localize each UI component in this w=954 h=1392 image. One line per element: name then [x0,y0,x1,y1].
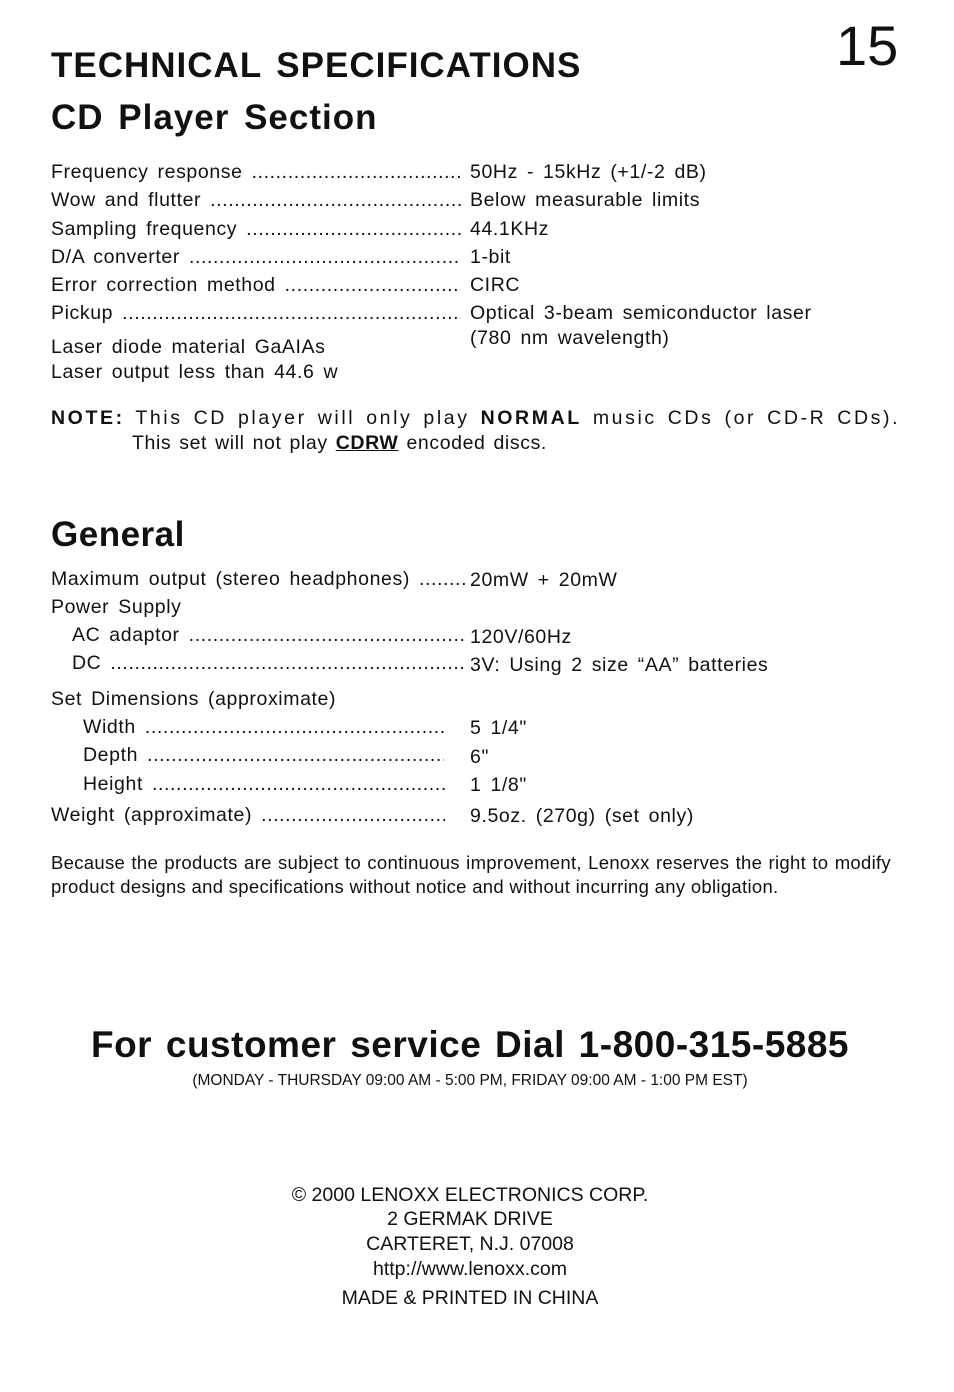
note-bold-word: NORMAL [480,407,582,429]
spec-label-error-correction: Error correction method ..... [51,276,461,296]
general-label-ac: AC adaptor ..... [72,626,467,646]
general-label-max-output: Maximum output (stereo headphones) ..... [51,570,469,590]
disclaimer: Because the products are subject to continuous improvement, Lenoxx reserves the right to modify product designs and specifications without notice and without incurring any obligation. [51,852,891,897]
general-label-power-supply: Power Supply [51,596,182,618]
general-value-weight: 9.5oz. (270g) (set only) [470,805,694,827]
laser-material: Laser diode material GaAIAs [51,336,326,358]
general-value-dc: 3V: Using 2 size “AA” batteries [470,654,769,676]
general-label-weight: Weight (approximate) ..... [51,806,445,826]
spec-value-pickup: Optical 3-beam semiconductor laser [470,302,812,324]
general-label-height: Height ..... [83,775,447,795]
footer-url[interactable]: http://www.lenoxx.com [373,1258,567,1280]
laser-output: Laser output less than 44.6 w [51,361,339,383]
service-hours: (MONDAY - THURSDAY 09:00 AM - 5:00 PM, FRIDAY 09:00 AM - 1:00 PM EST) [192,1072,748,1089]
note-prefix: NOTE: [51,407,125,429]
general-value-max-output: 20mW + 20mW [470,569,618,591]
general-value-depth: 6" [470,746,489,768]
general-heading: General [51,515,185,554]
footer-city: CARTERET, N.J. 07008 [366,1233,574,1255]
general-label-depth: Depth ..... [83,746,444,766]
note-line-1: NOTE: This CD player will only play NORMAL music CDs (or CD-R CDs). [51,407,901,429]
footer-made-in: MADE & PRINTED IN CHINA [341,1287,599,1309]
spec-value-pickup-wavelength: (780 nm wavelength) [470,327,670,349]
general-label-dc: DC ..... [72,654,464,674]
page-number: 15 [836,14,899,77]
footer-copyright: © 2000 LENOXX ELECTRONICS CORP. [291,1184,649,1206]
footer-street: 2 GERMAK DRIVE [387,1208,553,1230]
note-line-2: This set will not play CDRW encoded discs. [132,432,547,454]
spec-value-frequency: 50Hz - 15kHz (+1/-2 dB) [470,161,707,183]
general-value-ac: 120V/60Hz [470,626,572,648]
spec-label-da-converter: D/A converter ..... [51,248,461,268]
spec-label-wow-flutter: Wow and flutter ..... [51,191,461,211]
spec-label-pickup: Pickup ..... [51,304,461,324]
spec-value-da-converter: 1-bit [470,246,511,268]
customer-service-heading: For customer service Dial 1-800-315-5885 [90,1024,850,1065]
general-label-dimensions: Set Dimensions (approximate) [51,688,337,710]
spec-value-error-correction: CIRC [470,274,521,296]
general-value-width: 5 1/4" [470,717,527,739]
general-label-width: Width ..... [83,718,446,738]
page-title: TECHNICAL SPECIFICATIONS [51,46,582,85]
spec-value-wow-flutter: Below measurable limits [470,189,701,211]
spec-label-frequency: Frequency response ..... [51,163,461,183]
general-value-height: 1 1/8" [470,774,527,796]
spec-value-sampling: 44.1KHz [470,218,549,240]
spec-label-sampling: Sampling frequency ..... [51,220,461,240]
note-underlined-word: CDRW [335,432,399,454]
cd-section-heading: CD Player Section [51,98,378,137]
